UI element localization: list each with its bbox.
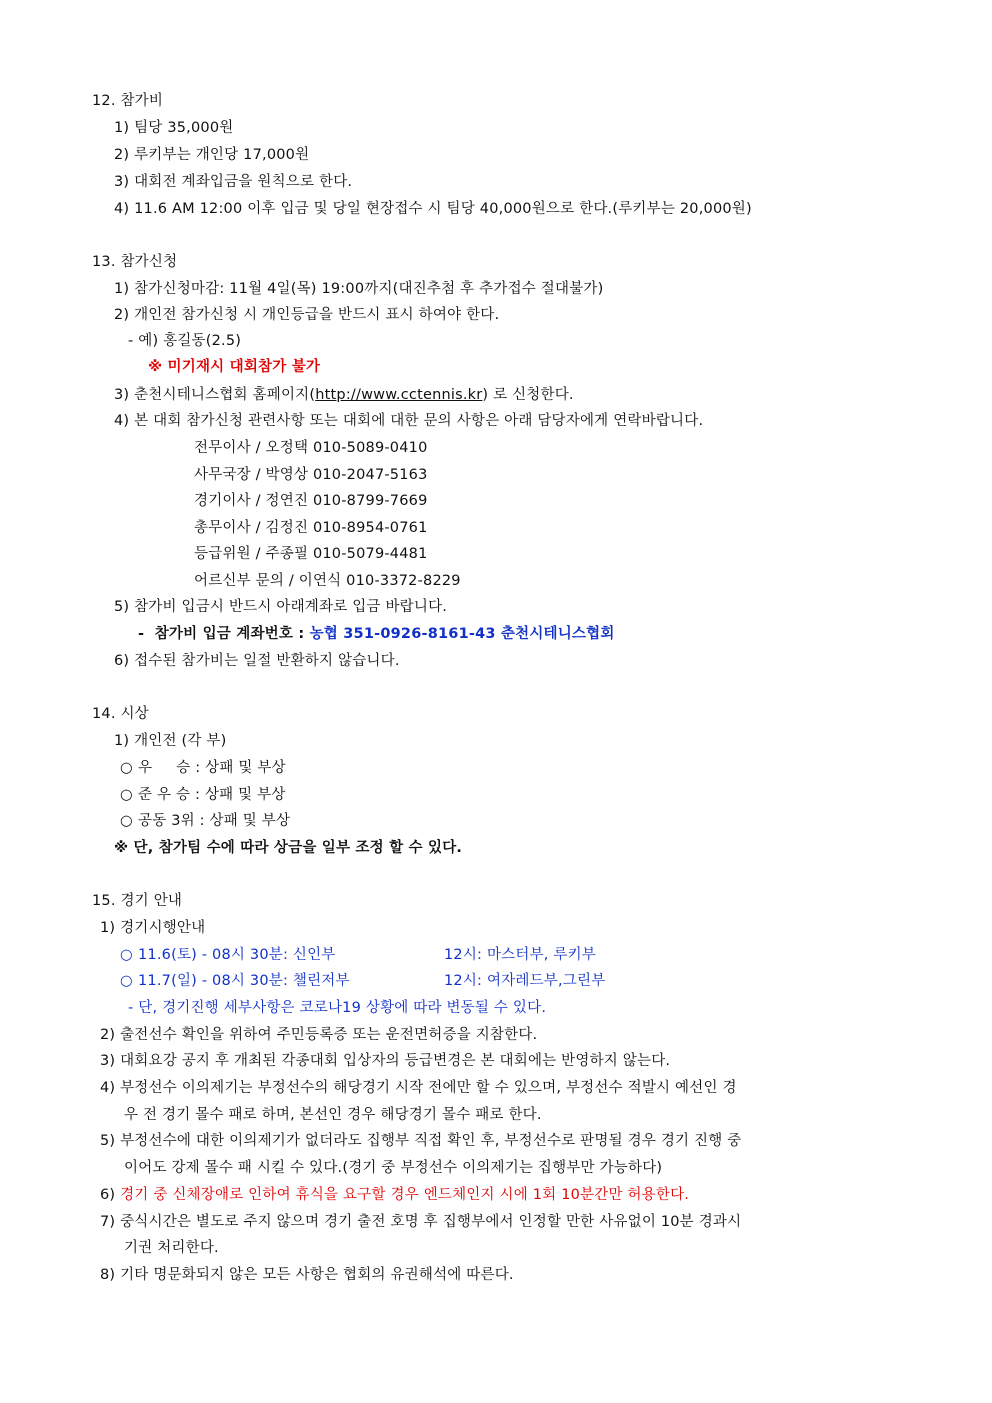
award-1 bbox=[120, 758, 286, 778]
award-2 bbox=[120, 785, 286, 805]
section-15-heading: 15. 경기 안내 bbox=[92, 893, 183, 909]
award-1-text: 우 승 : 상패 및 부상 bbox=[138, 760, 286, 776]
homepage-link[interactable]: http://www.cctennis.kr bbox=[315, 387, 483, 403]
apply-example: - 예) 홍길동(2.5) bbox=[128, 333, 242, 349]
rule-7-line-1: 7) 중식시간은 별도로 주지 않으며 경기 출전 호명 후 집행부에서 인정할 만한 사유없이 10분 경과시 bbox=[100, 1214, 742, 1230]
schedule-day1 bbox=[120, 945, 336, 965]
apply-item-4: 4) 본 대회 참가신청 관련사항 또는 대회에 대한 문의 사항은 아래 담당자에게 연락바랍니다. bbox=[114, 413, 704, 429]
fee-item-3: 3) 대회전 계좌입금을 원칙으로 한다. bbox=[114, 174, 353, 190]
apply-item-3-prefix: 3) 춘천시테니스협회 홈페이지( bbox=[114, 387, 316, 403]
apply-item-5: 5) 참가비 입금시 반드시 아래계좌로 입금 바랍니다. bbox=[114, 599, 448, 615]
rule-3: 3) 대회요강 공지 후 개최된 각종대회 입상자의 등급변경은 본 대회에는 반영하지 않는다. bbox=[100, 1053, 671, 1069]
fee-item-1: 1) 팀당 35,000원 bbox=[114, 120, 234, 136]
award-sub: 1) 개인전 (각 부) bbox=[114, 733, 227, 749]
section-14-heading: 14. 시상 bbox=[92, 706, 149, 722]
contact-6: 어르신부 문의 / 이연식 010-3372-8229 bbox=[194, 573, 461, 589]
circle-bullet-icon: ○ bbox=[120, 787, 133, 803]
schedule-day1-morning: 11.6(토) - 08시 30분: 신인부 bbox=[138, 947, 336, 963]
contact-2: 사무국장 / 박영상 010-2047-5163 bbox=[194, 467, 428, 483]
circle-bullet-icon: ○ bbox=[120, 760, 133, 776]
schedule-day2-noon: 12시: 여자레드부,그린부 bbox=[444, 973, 606, 989]
rule-6-text: 경기 중 신체장애로 인하여 휴식을 요구할 경우 엔드체인지 시에 1회 10분간만 허용한다. bbox=[120, 1187, 690, 1203]
rule-5-line-1: 5) 부정선수에 대한 이의제기가 없더라도 집행부 직접 확인 후, 부정선수로 판명될 경우 경기 진행 중 bbox=[100, 1133, 742, 1149]
schedule-day1-noon: 12시: 마스터부, 루키부 bbox=[444, 947, 597, 963]
apply-item-1: 1) 참가신청마감: 11월 4일(목) 19:00까지(대진추첨 후 추가접수 절대불가) bbox=[114, 281, 604, 297]
apply-item-3 bbox=[114, 385, 574, 405]
contact-1: 전무이사 / 오정택 010-5089-0410 bbox=[194, 440, 428, 456]
award-3-text: 공동 3위 : 상패 및 부상 bbox=[138, 813, 291, 829]
rule-6-number: 6) bbox=[100, 1187, 121, 1203]
rule-4-line-2: 우 전 경기 몰수 패로 하며, 본선인 경우 해당경기 몰수 패로 한다. bbox=[124, 1107, 542, 1123]
fee-item-4: 4) 11.6 AM 12:00 이후 입금 및 당일 현장접수 시 팀당 40,000원으로 한다.(루키부는 20,000원) bbox=[114, 201, 752, 217]
rule-4-line-1: 4) 부정선수 이의제기는 부정선수의 해당경기 시작 전에만 할 수 있으며, 부정선수 적발시 예선인 경 bbox=[100, 1080, 737, 1096]
contact-4: 총무이사 / 김정진 010-8954-0761 bbox=[194, 520, 428, 536]
schedule-day2 bbox=[120, 971, 350, 991]
contact-5: 등급위원 / 주종필 010-5079-4481 bbox=[194, 546, 428, 562]
account-value: 농협 351-0926-8161-43 춘천시테니스협회 bbox=[309, 626, 615, 642]
circle-bullet-icon: ○ bbox=[120, 973, 133, 989]
covid-note: - 단, 경기진행 세부사항은 코로나19 상황에 따라 변동될 수 있다. bbox=[128, 1000, 547, 1016]
circle-bullet-icon: ○ bbox=[120, 813, 133, 829]
apply-warning: ※ 미기재시 대회참가 불가 bbox=[148, 359, 321, 375]
rule-7-line-2: 기권 처리한다. bbox=[124, 1240, 219, 1256]
apply-item-2: 2) 개인전 참가신청 시 개인등급을 반드시 표시 하여야 한다. bbox=[114, 307, 500, 323]
account-line bbox=[138, 624, 615, 644]
award-note: ※ 단, 참가팀 수에 따라 상금을 일부 조정 할 수 있다. bbox=[114, 840, 463, 856]
section-12-heading: 12. 참가비 bbox=[92, 93, 164, 109]
schedule-sub: 1) 경기시행안내 bbox=[100, 920, 206, 936]
account-label: - 참가비 입금 계좌번호 : bbox=[138, 626, 310, 642]
circle-bullet-icon: ○ bbox=[120, 947, 133, 963]
rule-8: 8) 기타 명문화되지 않은 모든 사항은 협회의 유권해석에 따른다. bbox=[100, 1267, 514, 1283]
section-13-heading: 13. 참가신청 bbox=[92, 254, 178, 270]
rule-5-line-2: 이어도 강제 몰수 패 시킬 수 있다.(경기 중 부정선수 이의제기는 집행부만 가능하다) bbox=[124, 1160, 663, 1176]
schedule-day2-morning: 11.7(일) - 08시 30분: 챌린저부 bbox=[138, 973, 350, 989]
contact-3: 경기이사 / 정연진 010-8799-7669 bbox=[194, 493, 428, 509]
apply-item-3-suffix: ) 로 신청한다. bbox=[482, 387, 574, 403]
fee-item-2: 2) 루키부는 개인당 17,000원 bbox=[114, 147, 310, 163]
apply-item-6: 6) 접수된 참가비는 일절 반환하지 않습니다. bbox=[114, 653, 400, 669]
rule-2: 2) 출전선수 확인을 위하여 주민등록증 또는 운전면허증을 지참한다. bbox=[100, 1027, 538, 1043]
rule-6 bbox=[100, 1185, 689, 1205]
award-3 bbox=[120, 811, 290, 831]
award-2-text: 준 우 승 : 상패 및 부상 bbox=[138, 787, 286, 803]
